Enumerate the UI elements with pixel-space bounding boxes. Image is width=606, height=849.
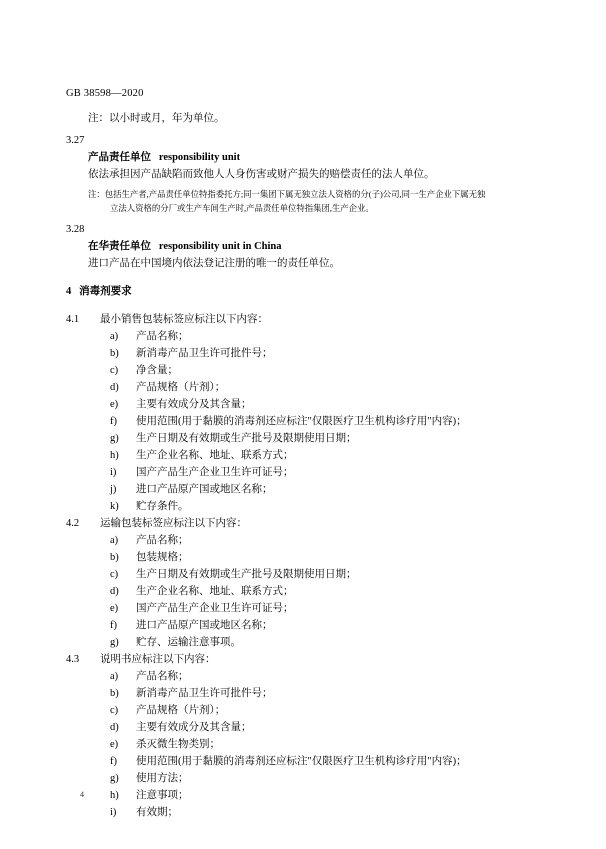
item-label: i) [110,467,117,478]
list-item [110,753,546,770]
item-label: f) [110,416,117,427]
clause-number-4-3: 4.3 [66,654,80,665]
clause-4-1 [66,311,546,328]
item-text: 包装规格； [136,552,189,563]
list-item [110,804,546,821]
list-item [110,719,546,736]
item-label: h) [110,450,119,461]
term-heading-3-27 [66,149,546,166]
item-label: d) [110,382,119,393]
item-text: 净含量； [136,365,178,376]
item-text: 产品规格（片剂）； [136,382,226,393]
list-item [110,600,546,617]
item-text: 产品名称； [136,535,189,546]
page-header: GB 38598—2020 [66,88,144,99]
item-label: g) [110,433,119,444]
list-item [110,736,546,753]
list-item [110,787,546,804]
item-text: 新消毒产品卫生许可批件号； [136,688,273,699]
list-4-1 [66,328,546,515]
item-text: 生产日期及有效期或生产批号及限期使用日期； [136,433,357,444]
top-note: 注：以小时或月，年为单位。 [88,113,225,124]
clause-number-3-28: 3.28 [66,224,85,235]
item-label: i) [110,807,117,818]
item-label: g) [110,773,119,784]
clause-4-3 [66,651,546,668]
list-item [110,549,546,566]
item-label: b) [110,688,119,699]
list-item [110,685,546,702]
item-label: c) [110,705,119,716]
definition-3-28: 进口产品在中国境内依法登记注册的唯一的责任单位。 [88,258,340,269]
item-text: 国产产品生产企业卫生许可证号； [136,467,294,478]
page-number: 4 [80,790,84,799]
list-item [110,413,546,430]
list-item [110,702,546,719]
item-label: a) [110,535,119,546]
item-label: d) [110,586,119,597]
item-text: 使用方法； [136,773,189,784]
clause-4-2 [66,515,546,532]
item-text: 使用范围(用于黏膜的消毒剂还应标注"仅限医疗卫生机构诊疗用"内容)； [136,416,467,427]
section-title-4: 消毒剂要求 [79,286,132,297]
item-text: 贮存、运输注意事项。 [136,637,241,648]
clause-title-4-2: 运输包装标签应标注以下内容： [100,518,247,529]
item-label: f) [110,620,117,631]
item-label: j) [110,484,117,495]
list-item [110,447,546,464]
clause-title-4-1: 最小销售包装标签应标注以下内容： [100,314,268,325]
list-4-2 [66,532,546,651]
item-text: 国产产品生产企业卫生许可证号； [136,603,294,614]
term-cn-3-28: 在华责任单位 [88,241,151,252]
item-label: h) [110,790,119,801]
item-text: 生产日期及有效期或生产批号及限期使用日期； [136,569,357,580]
note-3-27-line2: 立法人资格的分厂或生产车间生产时,产品责任单位特指集团,生产企业。 [110,204,374,213]
item-text: 主要有效成分及其含量； [136,722,252,733]
item-text: 有效期； [136,807,178,818]
term-en-3-27: responsibility unit [158,152,241,163]
list-item [110,532,546,549]
item-label: b) [110,552,119,563]
item-label: e) [110,739,119,750]
term-cn-3-27: 产品责任单位 [88,152,151,163]
list-item [110,464,546,481]
item-label: g) [110,637,119,648]
clause-title-4-3: 说明书应标注以下内容： [100,654,216,665]
item-label: a) [110,671,119,682]
page-content [66,110,546,821]
item-text: 注意事项； [136,790,189,801]
list-item [110,634,546,651]
section-heading-4 [66,283,546,300]
term-heading-3-28 [66,238,546,255]
item-label: a) [110,331,119,342]
item-text: 杀灭微生物类别； [136,739,220,750]
item-label: e) [110,399,119,410]
list-item [110,396,546,413]
item-text: 生产企业名称、地址、联系方式； [136,586,294,597]
list-item [110,328,546,345]
list-item [110,770,546,787]
list-item [110,345,546,362]
item-label: k) [110,501,119,512]
item-text: 贮存条件。 [136,501,189,512]
item-text: 产品名称； [136,671,189,682]
item-label: c) [110,569,119,580]
clause-number-4-1: 4.1 [66,314,80,325]
list-item [110,379,546,396]
item-text: 产品名称； [136,331,189,342]
item-label: c) [110,365,119,376]
item-label: e) [110,603,119,614]
item-text: 进口产品原产国或地区名称； [136,620,273,631]
clause-number-4-2: 4.2 [66,518,80,529]
item-text: 使用范围(用于黏膜的消毒剂还应标注"仅限医疗卫生机构诊疗用"内容)； [136,756,467,767]
item-text: 产品规格（片剂）； [136,705,226,716]
item-label: d) [110,722,119,733]
list-item [110,617,546,634]
item-text: 进口产品原产国或地区名称； [136,484,273,495]
list-item [110,566,546,583]
item-label: f) [110,756,117,767]
list-item [110,430,546,447]
note-3-27-line1: 注：包括生产者,产品责任单位特指委托方;同一集团下属无独立法人资格的分(子)公司,同一生产企业下属无独 [88,190,486,199]
item-label: b) [110,348,119,359]
list-item [110,668,546,685]
list-item [110,481,546,498]
list-item [110,498,546,515]
item-text: 主要有效成分及其含量； [136,399,252,410]
list-item [110,362,546,379]
clause-number-3-27: 3.27 [66,135,85,146]
item-text: 新消毒产品卫生许可批件号； [136,348,273,359]
item-text: 生产企业名称、地址、联系方式； [136,450,294,461]
list-item [110,583,546,600]
term-en-3-28: responsibility unit in China [158,241,282,252]
section-number-4: 4 [66,286,72,297]
definition-3-27: 依法承担因产品缺陷而致他人人身伤害或财产损失的赔偿责任的法人单位。 [88,169,435,180]
list-4-3 [66,668,546,821]
